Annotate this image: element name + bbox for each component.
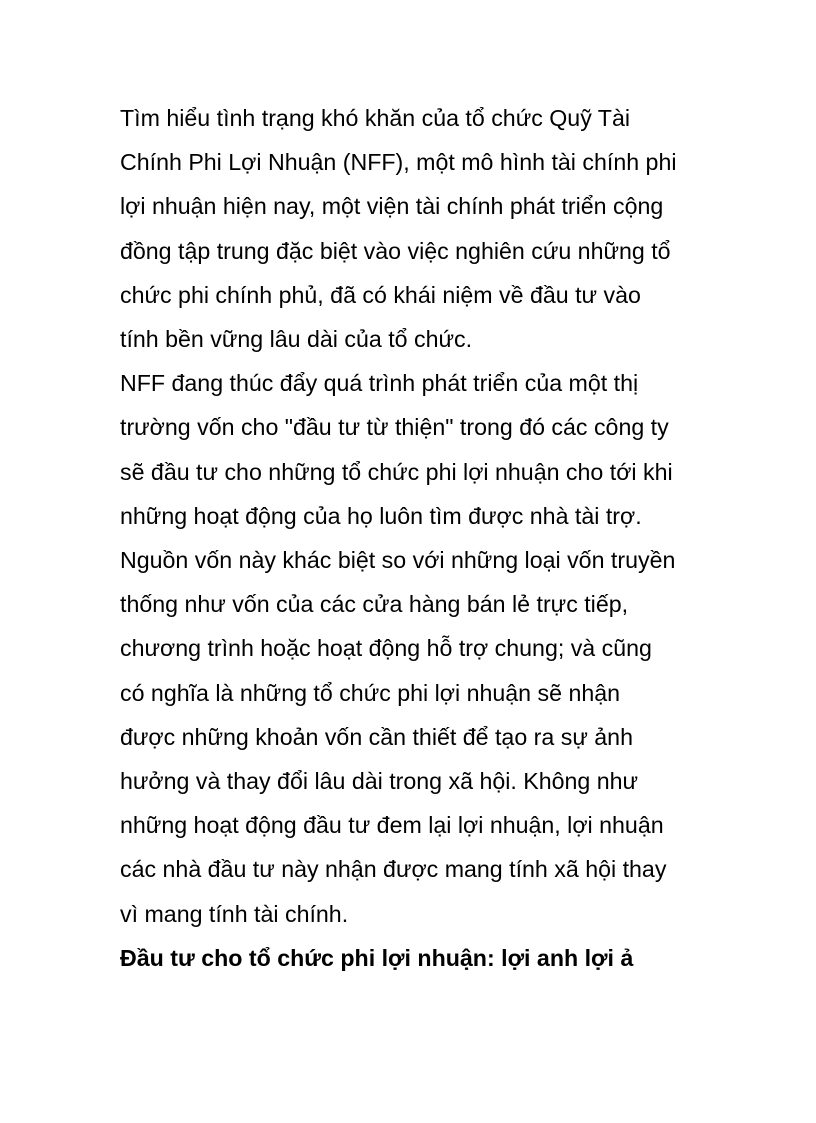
text-line: Chính Phi Lợi Nhuận (NFF), một mô hình tài chính phi — [120, 149, 677, 176]
text-line: tính bền vững lâu dài của tổ chức. — [120, 326, 473, 353]
text-line: chương trình hoặc hoạt động hỗ trợ chung; và cũng — [120, 635, 652, 662]
text-line: thống như vốn của các cửa hàng bán lẻ trực tiếp, — [120, 591, 629, 618]
text-line: Tìm hiểu tình trạng khó khăn của tổ chức Quỹ Tài — [120, 105, 631, 131]
paragraph-nff — [120, 361, 700, 936]
document-page — [120, 96, 700, 980]
text-line: những hoạt động của họ luôn tìm được nhà tài trợ. — [120, 502, 642, 529]
text-line: sẽ đầu tư cho những tổ chức phi lợi nhuận cho tới khi — [120, 458, 673, 485]
text-line: các nhà đầu tư này nhận được mang tính xã hội thay — [120, 856, 667, 883]
text-line: Nguồn vốn này khác biệt so với những loại vốn truyền — [120, 547, 676, 574]
paragraph-intro — [120, 96, 700, 361]
text-line: trường vốn cho "đầu tư từ thiện" trong đó các công ty — [120, 414, 669, 441]
text-line: vì mang tính tài chính. — [120, 900, 349, 927]
text-line: lợi nhuận hiện nay, một viện tài chính phát triển cộng — [120, 193, 664, 220]
section-heading — [120, 936, 700, 980]
text-line: đồng tập trung đặc biệt vào việc nghiên cứu những tổ — [120, 237, 671, 264]
text-line: những hoạt động đầu tư đem lại lợi nhuận, lợi nhuận — [120, 812, 664, 839]
text-line: chức phi chính phủ, đã có khái niệm về đầu tư vào — [120, 281, 641, 308]
text-line: hưởng và thay đổi lâu dài trong xã hội. Không như — [120, 768, 639, 795]
heading-text: Đầu tư cho tổ chức phi lợi nhuận: lợi anh lợi ả — [120, 944, 634, 971]
text-line: có nghĩa là những tổ chức phi lợi nhuận sẽ nhận — [120, 679, 621, 706]
text-line: NFF đang thúc đẩy quá trình phát triển của một thị — [120, 370, 639, 397]
text-line: được những khoản vốn cần thiết để tạo ra sự ảnh — [120, 723, 633, 750]
